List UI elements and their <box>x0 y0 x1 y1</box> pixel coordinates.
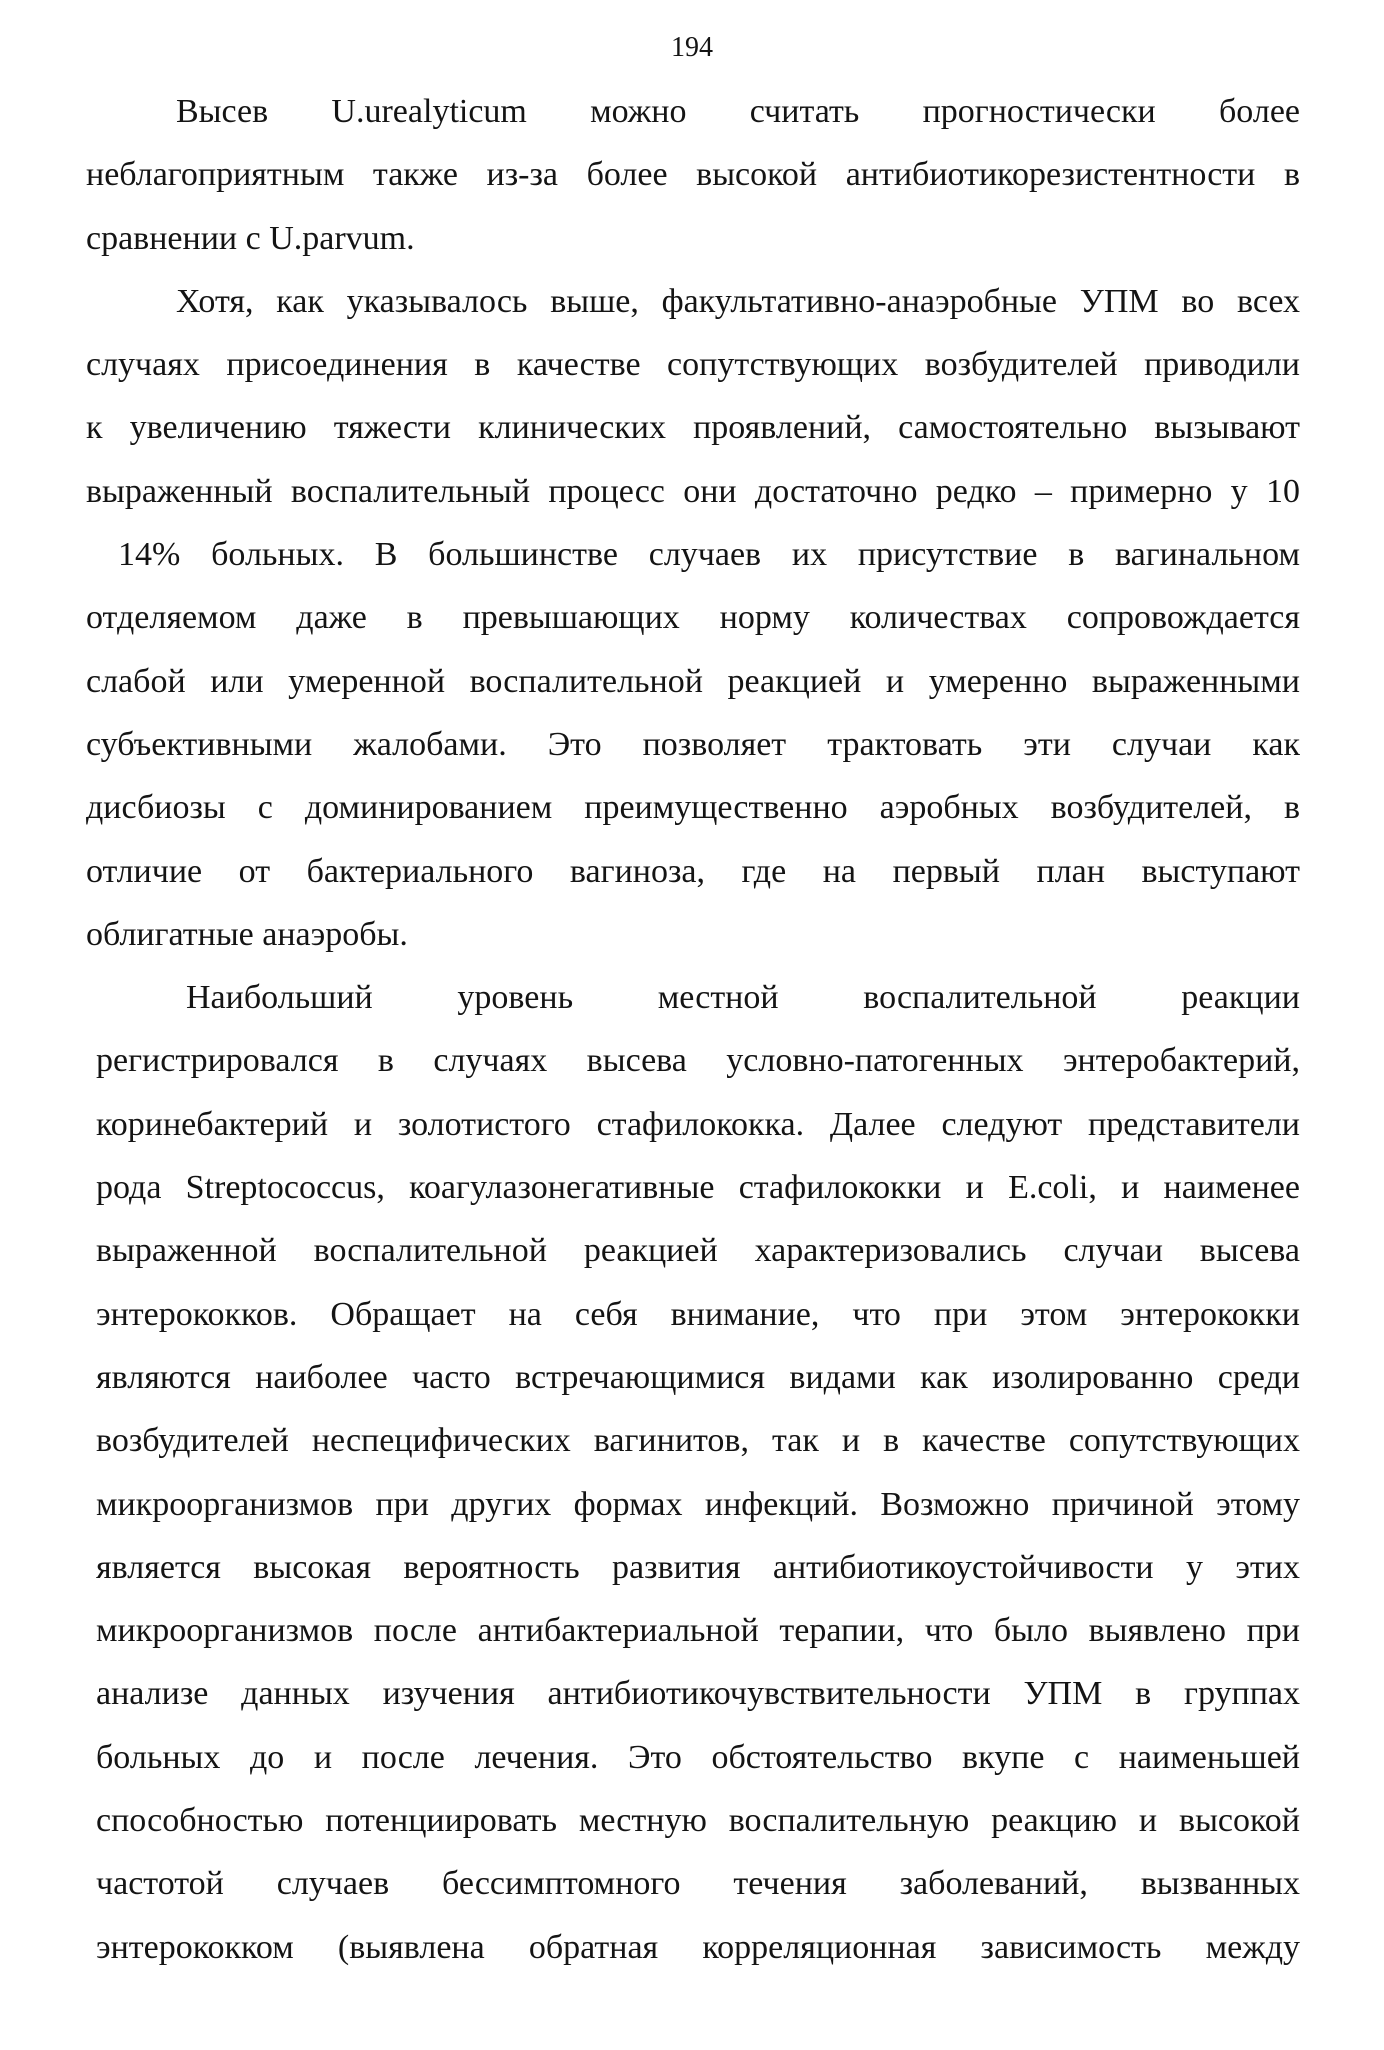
text-line: 14% больных. В большинстве случаев их присутствие в вагинальном <box>118 536 1300 574</box>
text-line: слабой или умеренной воспалительной реакцией и умеренно выраженными <box>86 662 1300 700</box>
paragraph-3 <box>86 966 1300 1979</box>
text-line: возбудителей неспецифических вагинитов, так и в качестве сопутствующих <box>96 1422 1300 1460</box>
text-line: являются наиболее часто встречающимися видами как изолированно среди <box>96 1358 1300 1396</box>
text-line: больных до и после лечения. Это обстоятельство вкупе с наименьшей <box>96 1738 1300 1776</box>
text-line: энтерококков. Обращает на себя внимание, что при этом энтерококки <box>96 1295 1300 1333</box>
text-line: к увеличению тяжести клинических проявлений, самостоятельно вызывают <box>86 409 1300 447</box>
text-line: случаях присоединения в качестве сопутствующих возбудителей приводили <box>86 346 1300 384</box>
text-line: способностью потенциировать местную воспалительную реакцию и высокой <box>96 1802 1300 1840</box>
text-line: сравнении с U.parvum. <box>86 219 415 257</box>
page-number: 194 <box>671 32 713 63</box>
text-line: микроорганизмов при других формах инфекций. Возможно причиной этому <box>96 1485 1300 1523</box>
text-line: анализе данных изучения антибиотикочувствительности УПМ в группах <box>96 1675 1300 1713</box>
text-line: коринебактерий и золотистого стафилококка. Далее следуют представители <box>96 1105 1300 1143</box>
text-line: неблагоприятным также из-за более высокой антибиотикорезистентности в <box>86 156 1300 194</box>
text-line: субъективными жалобами. Это позволяет трактовать эти случаи как <box>86 725 1300 763</box>
text-line: Хотя, как указывалось выше, факультативно-анаэробные УПМ во всех <box>176 282 1300 320</box>
text-line: микроорганизмов после антибактериальной терапии, что было выявлено при <box>96 1612 1300 1650</box>
text-line: частотой случаев бессимптомного течения заболеваний, вызванных <box>96 1865 1300 1903</box>
text-line: выраженной воспалительной реакцией характеризовались случаи высева <box>96 1232 1300 1270</box>
text-line: отличие от бактериального вагиноза, где на первый план выступают <box>86 852 1300 890</box>
text-line: Наибольший уровень местной воспалительной реакции <box>186 979 1300 1017</box>
text-line: выраженный воспалительный процесс они достаточно редко – примерно у 10 <box>86 472 1300 510</box>
paragraph-1 <box>86 80 1300 270</box>
text-line: облигатные анаэробы. <box>86 915 408 953</box>
text-line: отделяемом даже в превышающих норму количествах сопровождается <box>86 599 1300 637</box>
text-line: регистрировался в случаях высева условно-патогенных энтеробактерий, <box>96 1042 1300 1080</box>
text-line: энтерококком (выявлена обратная корреляционная зависимость между <box>96 1928 1300 1966</box>
document-body <box>86 80 1300 1979</box>
text-line: является высокая вероятность развития антибиотикоустойчивости у этих <box>96 1548 1300 1586</box>
paragraph-2 <box>86 270 1300 966</box>
text-line: рода Streptococcus, коагулазонегативные стафилококки и E.coli, и наименее <box>96 1169 1300 1207</box>
text-line: дисбиозы с доминированием преимущественно аэробных возбудителей, в <box>86 789 1300 827</box>
text-line: Высев U.urealyticum можно считать прогностически более <box>176 93 1300 130</box>
